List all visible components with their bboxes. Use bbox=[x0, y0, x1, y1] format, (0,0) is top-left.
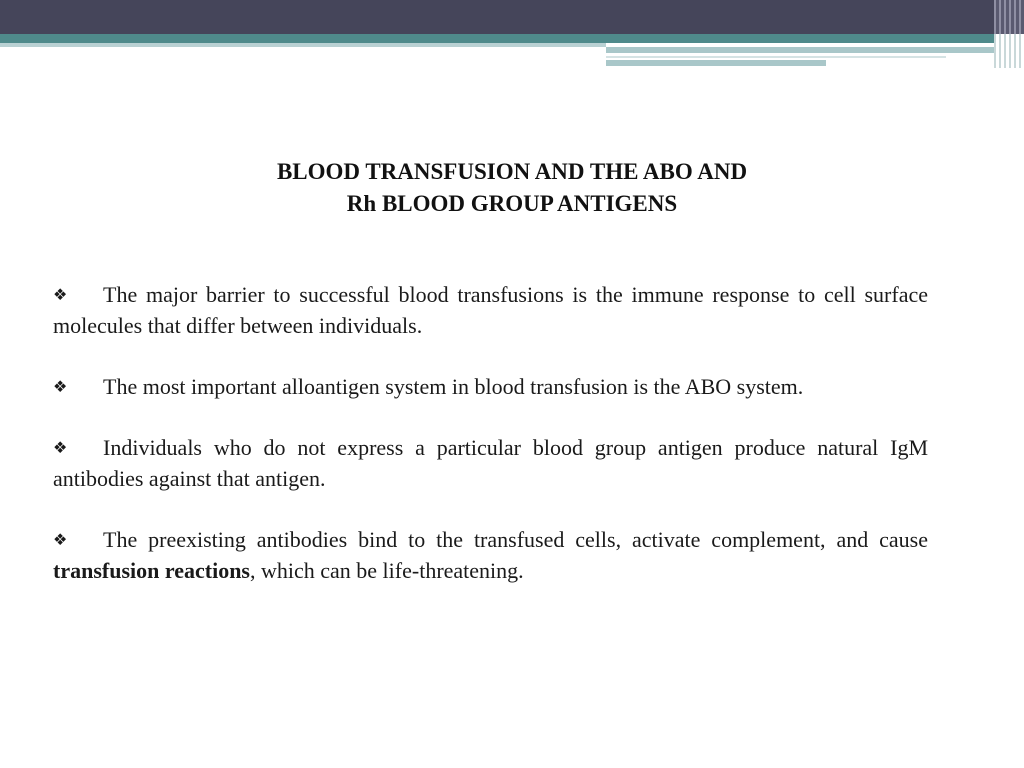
bullet-list bbox=[53, 279, 928, 616]
diamond-bullet-icon: ❖ bbox=[53, 377, 68, 396]
header-stripes-dark bbox=[994, 0, 1024, 34]
title-line-2: Rh BLOOD GROUP ANTIGENS bbox=[346, 191, 678, 216]
diamond-bullet-icon: ❖ bbox=[53, 285, 68, 304]
bullet-item bbox=[53, 371, 928, 402]
header-accent-bar-short bbox=[606, 60, 826, 66]
diamond-bullet-icon: ❖ bbox=[53, 530, 68, 549]
header-light-strip bbox=[0, 43, 606, 47]
bullet-text: The most important alloantigen system in blood transfusion is the ABO system. bbox=[103, 374, 804, 399]
bullet-text-after: , which can be life-threatening. bbox=[250, 558, 524, 583]
title-line-1: BLOOD TRANSFUSION AND THE ABO AND bbox=[276, 159, 748, 184]
bullet-text: The major barrier to successful blood transfusions is the immune response to cell surface molecules that differ between individuals. bbox=[53, 282, 928, 338]
bullet-text: Individuals who do not express a particular blood group antigen produce natural IgM antibodies against that antigen. bbox=[53, 435, 928, 491]
header-dark-band bbox=[0, 0, 1024, 34]
bullet-text-before: The preexisting antibodies bind to the transfused cells, activate complement, and cause bbox=[103, 527, 928, 552]
bullet-item bbox=[53, 524, 928, 586]
header-accent-bar bbox=[606, 47, 1006, 53]
bullet-text-bold: transfusion reactions bbox=[53, 558, 250, 583]
header-accent-line bbox=[606, 56, 946, 58]
slide-title bbox=[150, 156, 874, 220]
bullet-item bbox=[53, 432, 928, 494]
diamond-bullet-icon: ❖ bbox=[53, 438, 68, 457]
bullet-item bbox=[53, 279, 928, 341]
header-teal-band bbox=[0, 34, 1024, 43]
